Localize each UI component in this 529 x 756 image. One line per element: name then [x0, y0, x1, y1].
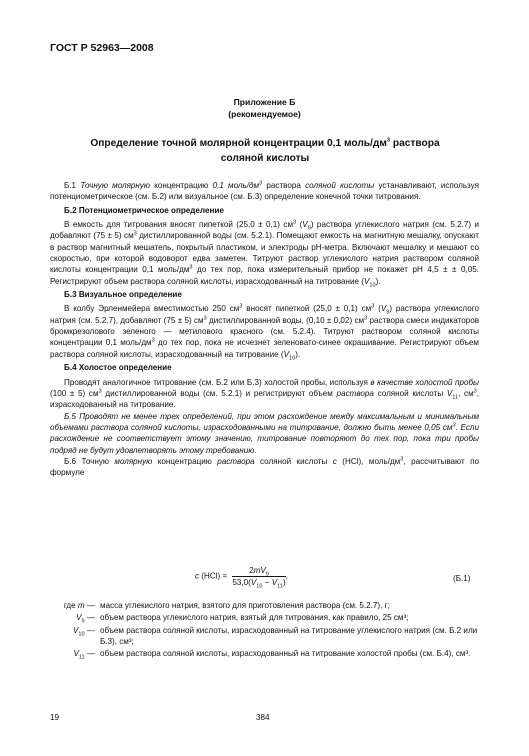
- paragraph-b6: Б.6 Точную молярную концентрацию раствора соляной кислоты c (HCl), моль/$дм^3$, рассчитывают по формуле: [50, 456, 479, 478]
- definition-item: $V_{11}$ — объем раствора соляной кислоты, израсходованный на титрование холостой пробы (см. Б.4), см³.: [73, 649, 471, 661]
- standard-header: ГОСТ Р 52963—2008: [50, 42, 154, 54]
- annex-status: (рекомендуемое): [228, 109, 301, 119]
- formula-denominator: $53,0(V_{10} - V_{11})$: [232, 578, 286, 590]
- formula-definitions: [50, 600, 482, 660]
- paragraph-b2: В емкость для титрования вносят пипеткой (25,0 ± 0,1) $см^3$ $(V_9)$ раствора углекислого натрия (см. 5.2.7) и добавляют (75 ± 5) $см^3$ дистиллированной воды (см. 5.2.1). Помещают емкость на магнитную мешалку, опускают в раствор магнитный мешатель, покрытый пластиком, и электроды pH-метра. Включают мешалку и мешают со скоростью, при которой водоворот едва заметен. Титруют раствор углекислого натрия раствором соляной кислоты концентрации 0,1 моль/$дм^3$ до тех пор, пока измерительный прибор не покажет pH 4,5 ± ± 0,05. Регистрируют объем раствора соляной кислоты, израсходованный на титрование $(V_{10})$.: [50, 219, 479, 289]
- definition-item: где m — масса углекислого натрия, взятого для приготовления раствора (см. 5.2.7), г;: [63, 601, 390, 610]
- formula-b1: c (HCl) = $\frac{2mV_9}{53,0(V_{10} - V_{11})}$ ,: [195, 566, 288, 590]
- annex-body: [50, 180, 479, 479]
- section-title: Определение точной молярной концентрации 0,1 моль/$дм^3$ раствора соляной кислоты: [90, 137, 440, 164]
- page-number-center: 384: [256, 713, 270, 722]
- definition-item: $V_9$ — объем раствора углекислого натрия, взятый для титрования, как правило, 25 см³;: [76, 613, 409, 625]
- heading-b3: Б.3 Визуальное определение: [64, 290, 182, 300]
- paragraph-b3: В колбу Эрленмейера вместимостью 250 $см^3$ вносят пипеткой (25,0 ± 0,1) $см^3$ $(V_9)$ раствора углекислого натрия (см. 5.2.7), добавляют (75 ± 5) $см^3$ дистиллированной воды, (0,10 ± 0,02) $см^3$ раствора смеси индикаторов бромкрезолового зеленого — метилового красного (см. 5.2.4). Титруют раствором соляной кислоты концентрации 0,1 моль/$дм^3$ до тех пор, пока не исчезнет зеленовато-синее окрашивание. Регистрируют объем раствора соляной кислоты, израсходованный на титрование $(V_{10})$.: [50, 303, 480, 362]
- heading-b2: Б.2 Потенциометрическое определение: [64, 205, 224, 215]
- definition-item: $V_{10}$ — объем раствора соляной кислоты, израсходованный на титрование углекислого натрия (см. Б.2 или Б.3), см³;: [73, 625, 478, 646]
- heading-b4: Б.4 Холостое определение: [64, 363, 172, 373]
- formula-numerator: $2mV_9$: [232, 566, 285, 577]
- page-number-left: 19: [50, 713, 60, 722]
- annex-title: Приложение Б: [233, 97, 296, 107]
- paragraph-b4: Проводят аналогичное титрование (см. Б.2 или Б.3) холостой пробы, используя в качестве холостой пробы (100 ± 5) $см^3$ дистиллированной воды (см. 5.2.1) и регистрируют объем раствора соляной кислоты $V_{11}$, $см^3$, израсходованный на титрование.: [50, 377, 480, 410]
- formula-number: (Б.1): [453, 574, 471, 583]
- paragraph-b1: Б.1 Точную молярную концентрацию 0,1 моль/$дм^3$ раствора соляной кислоты устанавливают, используя потенциометрическое (см. Б.2) или визуальное (см. Б.3) определение конечной точки титрования.: [50, 180, 480, 202]
- paragraph-b5: Б.5 Проводят не менее трех определений, при этом расхождение между максимальным и минимальным объемами раствора соляной кислоты, израсходованными на титрование, должно быть менее 0,05 $см^3$. Если расхождение не соответствует этому значению, титрование повторяют до тех пор, пока три пробы подряд не будут удовлетворять этому требованию.: [50, 411, 479, 455]
